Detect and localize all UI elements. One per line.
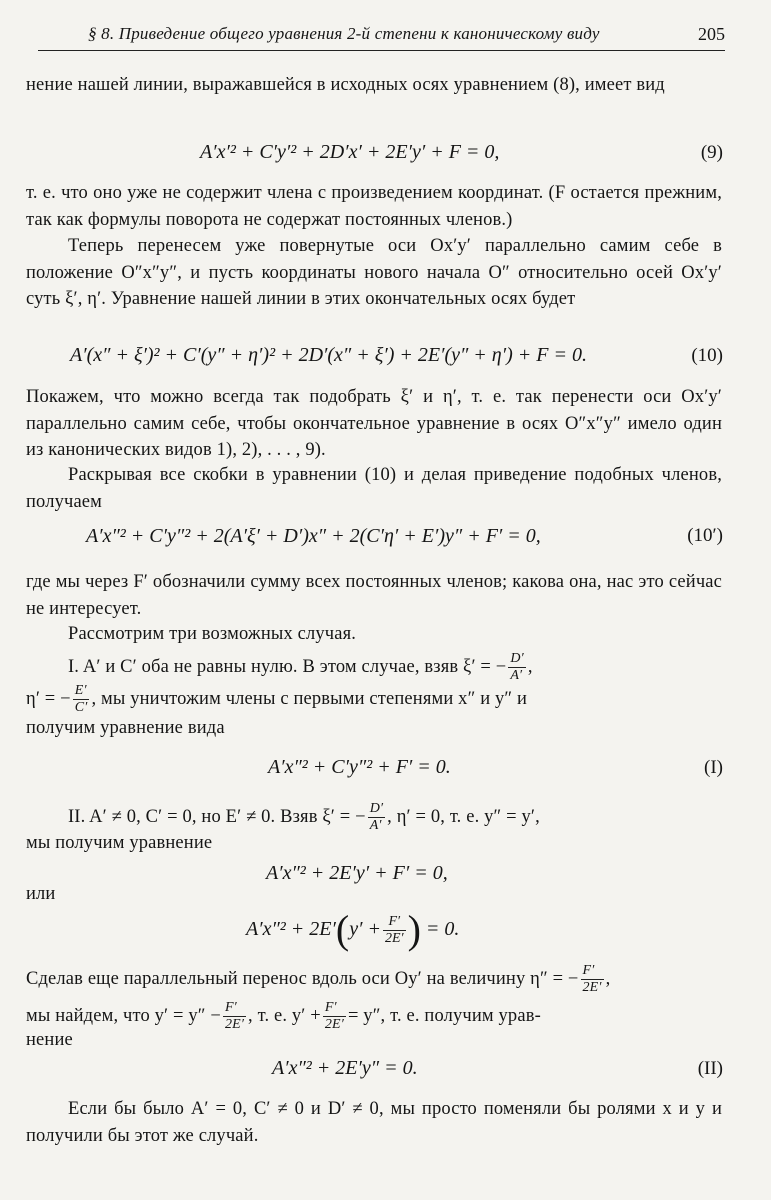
- equation-9-number: (9): [700, 142, 723, 163]
- running-head: § 8. Приведение общего уравнения 2-й степени к каноническому виду: [88, 24, 600, 43]
- paragraph-5: Раскрывая все скобки в уравнении (10) и делая приведение подобных членов, получаем: [26, 465, 722, 512]
- equation-10-prime: A′x″² + C′y″² + 2(A′ξ′ + D′)x″ + 2(C′η′ + E′)y″ + F′ = 0,: [86, 525, 541, 547]
- case-1-text-c: , мы уничтожим члены с первыми степенями x″ и y″ и: [91, 688, 528, 709]
- paragraph-shift-line-3: нение: [26, 1030, 73, 1050]
- equation-10: A′(x″ + ξ′)² + C′(y″ + η′)² + 2D′(x″ + ξ′) + 2E′(y″ + η′) + F = 0.: [70, 344, 587, 366]
- fraction-denominator: 2E′: [582, 980, 602, 995]
- paragraph-shift-line-1: Сделав еще параллельный перенос вдоль оси Oy′ на величину η″ = − $\frac{F'}{2E'}$ ,: [26, 963, 611, 995]
- case-1-text-b: η′ = −: [26, 688, 71, 709]
- word-or: или: [26, 884, 56, 904]
- eq-rhs: = 0.: [425, 918, 460, 941]
- shift-text-b: мы найдем, что y′ = y″ −: [26, 1005, 221, 1026]
- case-1-line-3: получим уравнение вида: [26, 718, 225, 738]
- fraction-d-over-a: [508, 651, 525, 684]
- paragraph-3: Теперь перенесем уже повернутые оси Ox′y′ параллельно самим себе в положение O″x″y″, и пусть координаты нового начала O″ относительно осей Ox′y′ суть ξ′, η′. Уравнение нашей линии в этих окончательных осях будет: [26, 236, 722, 309]
- case-2-text-a: II. A′ ≠ 0, C′ = 0, но E′ ≠ 0. Взяв ξ′ = −: [68, 806, 366, 827]
- page-header: [38, 22, 725, 51]
- eq-y-term: y′ +: [349, 918, 381, 941]
- fraction-numerator: D′: [510, 651, 524, 666]
- fraction-numerator: E′: [74, 683, 87, 698]
- fraction-numerator: D′: [369, 801, 384, 816]
- fraction-numerator: F′: [582, 963, 595, 978]
- case-1-line-2: [26, 683, 722, 716]
- fraction-denominator: 2E′: [384, 931, 404, 946]
- fraction-numerator: F′: [224, 1000, 237, 1015]
- fraction-numerator: F′: [388, 914, 401, 929]
- equation-II: A′x″² + 2E′y″ = 0.: [272, 1057, 418, 1079]
- fraction-f-over-2e: [581, 963, 604, 996]
- left-paren: (: [335, 907, 350, 953]
- case-1-text-a: I. A′ и C′ оба не равны нулю. В этом случае, взяв ξ′ = −: [68, 656, 507, 677]
- case-2-text-b: , η′ = 0, т. е. y″ = y′,: [387, 806, 540, 827]
- paragraph-2: т. е. что оно уже не содержит члена с произведением координат. (F остается прежним, так как формулы поворота не содержат постоянных членов.): [26, 183, 722, 230]
- paragraph-last: Если бы было A′ = 0, C′ ≠ 0 и D′ ≠ 0, мы просто поменяли бы ролями x и y и получили бы этот же случай.: [26, 1099, 722, 1146]
- right-paren: ): [407, 907, 421, 953]
- equation-I: A′x″² + C′y″² + F′ = 0.: [268, 756, 451, 778]
- equation-II-completed-square: [246, 907, 460, 953]
- page-number: 205: [698, 24, 725, 44]
- shift-text-c: , т. е. y′ +: [248, 1005, 321, 1026]
- equation-10-prime-number: (10′): [687, 525, 723, 546]
- fraction-denominator: 2E′: [224, 1017, 245, 1032]
- fraction-denominator: 2E′: [324, 1017, 344, 1032]
- case-2-line-2: мы получим уравнение: [26, 833, 213, 853]
- fraction-f-over-2e: [383, 914, 406, 947]
- fraction-denominator: C′: [74, 700, 88, 715]
- equation-II-intermediate: A′x″² + 2E′y′ + F′ = 0,: [266, 862, 448, 884]
- paragraph-7: Рассмотрим три возможных случая.: [68, 624, 357, 644]
- equation-9: A′x′² + C′y′² + 2D′x′ + 2E′y′ + F = 0,: [200, 141, 500, 163]
- equation-I-number: (I): [704, 757, 723, 778]
- fraction-denominator: A′: [368, 817, 385, 834]
- equation-10-number: (10): [691, 345, 723, 366]
- paragraph-1: нение нашей линии, выражавшейся в исходных осях уравнением (8), имеет вид: [26, 75, 665, 95]
- fraction-e-over-c: [73, 683, 90, 716]
- fraction-numerator: F′: [324, 1000, 337, 1015]
- shift-text-a: Сделав еще параллельный перенос вдоль оси Oy′ на величину η″ = −: [26, 968, 579, 989]
- fraction-denominator: A′: [508, 667, 525, 684]
- eq-lhs: A′x″² + 2E′: [246, 918, 336, 941]
- paragraph-6: где мы через F′ обозначили сумму всех постоянных членов; какова она, нас это сейчас не интересует.: [26, 572, 722, 619]
- shift-text-d: = y″, т. е. получим урав-: [347, 1005, 541, 1026]
- paragraph-4: Покажем, что можно всегда так подобрать ξ′ и η′, т. е. так перенести оси Ox′y′ параллельно самим себе, чтобы окончательное уравнение в осях O″x″y″ имело один из канонических видов 1), 2), . . . , 9).: [26, 387, 722, 460]
- equation-II-number: (II): [697, 1058, 723, 1079]
- case-1-line-1: I. A′ и C′ оба не равны нулю. В этом случае, взяв ξ′ = − $\frac{D'}{A'}$ ,: [68, 651, 533, 683]
